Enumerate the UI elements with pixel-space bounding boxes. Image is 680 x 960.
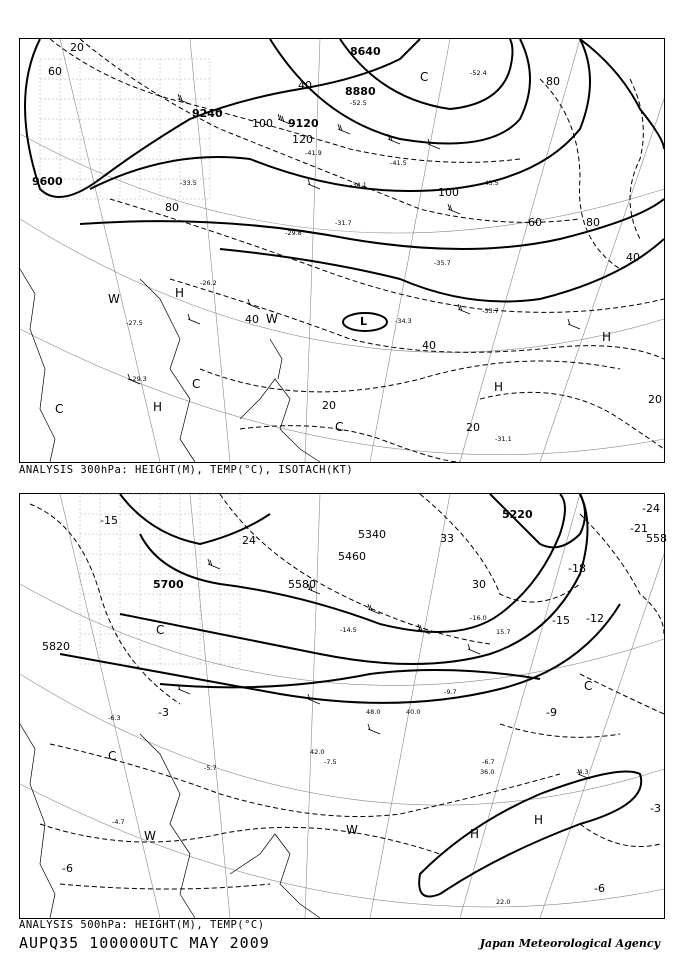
- high-center-label: H: [175, 286, 185, 300]
- cold-center-label: C: [108, 749, 117, 763]
- map-500hpa-svg: [20, 494, 667, 918]
- isotherm-label: -9: [546, 706, 557, 719]
- height-label: 558: [646, 532, 667, 545]
- height-label: 5460: [338, 550, 366, 563]
- temp-label: -26.2: [200, 279, 217, 287]
- isotach-label: 40: [626, 251, 640, 264]
- isotherm-label: -3: [650, 802, 661, 815]
- map-panel-300hpa: [19, 38, 665, 463]
- cold-center-label: C: [55, 402, 64, 416]
- height-label: 5580: [288, 578, 316, 591]
- isotach-label: 80: [586, 216, 600, 229]
- height-label: 5700: [153, 578, 184, 591]
- isotherm-label: -6: [594, 882, 605, 895]
- isotach-label: 20: [648, 393, 662, 406]
- isotherm-label: 24: [242, 534, 256, 547]
- temp-label: -31.7: [335, 219, 352, 227]
- isotach-label: 80: [165, 201, 179, 214]
- coastlines: [20, 269, 320, 462]
- station-label: -6.7: [482, 758, 495, 766]
- warm-center-label: W: [266, 312, 278, 326]
- map-panel-500hpa: [19, 493, 665, 919]
- isotach-label: 100: [252, 117, 273, 130]
- high-center-label: H: [602, 330, 612, 344]
- isotach-label: 20: [70, 41, 84, 54]
- panel-caption-500hpa: ANALYSIS 500hPa: HEIGHT(M), TEMP(°C): [19, 919, 265, 931]
- pressure-systems: [108, 623, 592, 843]
- isotach-label: 60: [528, 216, 542, 229]
- station-label: 36.0: [480, 768, 495, 776]
- station-label: 40.0: [406, 708, 421, 716]
- coastlines: [20, 724, 320, 918]
- station-label: -6.3: [108, 714, 121, 722]
- isotherm-label: -15: [552, 614, 570, 627]
- temp-label: -41.9: [305, 149, 322, 157]
- high-center-label: H: [470, 827, 480, 841]
- temp-label: -52.5: [350, 99, 367, 107]
- isotherm-label: -12: [586, 612, 604, 625]
- temp-label: -52.4: [470, 69, 487, 77]
- height-label: 8880: [345, 85, 376, 98]
- high-center-label: H: [494, 380, 504, 394]
- station-labels: [108, 614, 589, 906]
- temp-label: -33.7: [482, 307, 499, 315]
- agency-credit: Japan Meteorological Agency: [479, 937, 660, 950]
- warm-center-label: W: [144, 829, 156, 843]
- isotach-label: 120: [292, 133, 313, 146]
- temp-label: -29.8: [285, 229, 302, 237]
- station-label: 15.7: [496, 628, 511, 636]
- temp-label: -27.5: [126, 319, 143, 327]
- height-label: 5220: [502, 508, 533, 521]
- isotach-label: 20: [322, 399, 336, 412]
- height-contours: [25, 39, 664, 331]
- temp-label: -41.5: [390, 159, 407, 167]
- isotherm-label: 33: [440, 532, 454, 545]
- cold-center-label: C: [192, 377, 201, 391]
- isotach-label: 100: [438, 186, 459, 199]
- temp-label: -43.5: [482, 179, 499, 187]
- temp-label: -34.3: [395, 317, 412, 325]
- isotach-label: 40: [422, 339, 436, 352]
- bulletin-code: AUPQ35 100000UTC MAY 2009: [19, 934, 270, 952]
- temp-label: -35.7: [434, 259, 451, 267]
- isotherm-label: -21: [630, 522, 648, 535]
- isotherm-label: 30: [472, 578, 486, 591]
- temp-label: -33.5: [180, 179, 197, 187]
- station-label: -7.5: [324, 758, 337, 766]
- height-label: 9600: [32, 175, 63, 188]
- temp-label: -31.1: [495, 435, 512, 443]
- station-label: -4.3: [576, 768, 589, 776]
- isotach-label: 20: [466, 421, 480, 434]
- station-label: -9.7: [444, 688, 457, 696]
- station-label: 42.0: [310, 748, 325, 756]
- station-label: -5.7: [204, 764, 217, 772]
- isotherm-label: -3: [158, 706, 169, 719]
- temp-label: -29.3: [130, 375, 147, 383]
- station-label: -14.5: [340, 626, 357, 634]
- map-300hpa-svg: [20, 39, 664, 462]
- station-label: -4.7: [112, 818, 125, 826]
- height-label: 9120: [288, 117, 319, 130]
- cold-center-label: C: [156, 623, 165, 637]
- high-center-label: H: [534, 813, 544, 827]
- station-label: 48.0: [366, 708, 381, 716]
- isotach-label: 40: [298, 79, 312, 92]
- isotherm-label: -6: [62, 862, 73, 875]
- isotach-label: 40: [245, 313, 259, 326]
- high-center-label: H: [153, 400, 163, 414]
- height-labels: [32, 45, 381, 188]
- height-label: 8640: [350, 45, 381, 58]
- isotach-label: 80: [546, 75, 560, 88]
- isotherm-label: -15: [100, 514, 118, 527]
- panel-caption-300hpa: ANALYSIS 300hPa: HEIGHT(M), TEMP(°C), ISOTACH(KT): [19, 464, 354, 476]
- height-label: 5820: [42, 640, 70, 653]
- temp-labels: [126, 69, 512, 443]
- isotach-label: 60: [48, 65, 62, 78]
- station-label: 22.0: [496, 898, 511, 906]
- station-label: -16.0: [470, 614, 487, 622]
- height-label: 9240: [192, 107, 223, 120]
- cold-center-label: C: [584, 679, 593, 693]
- warm-center-label: W: [346, 823, 358, 837]
- low-center-label: L: [360, 315, 368, 328]
- warm-center-label: W: [108, 292, 120, 306]
- isotherm-label: -24: [642, 502, 660, 515]
- height-label: 5340: [358, 528, 386, 541]
- isotherm-label: -18: [568, 562, 586, 575]
- hatched-region: [40, 59, 210, 199]
- cold-center-label: C: [420, 70, 429, 84]
- temp-label: -34.1: [350, 181, 367, 189]
- graticule: [20, 39, 664, 462]
- cold-center-label: C: [335, 420, 344, 434]
